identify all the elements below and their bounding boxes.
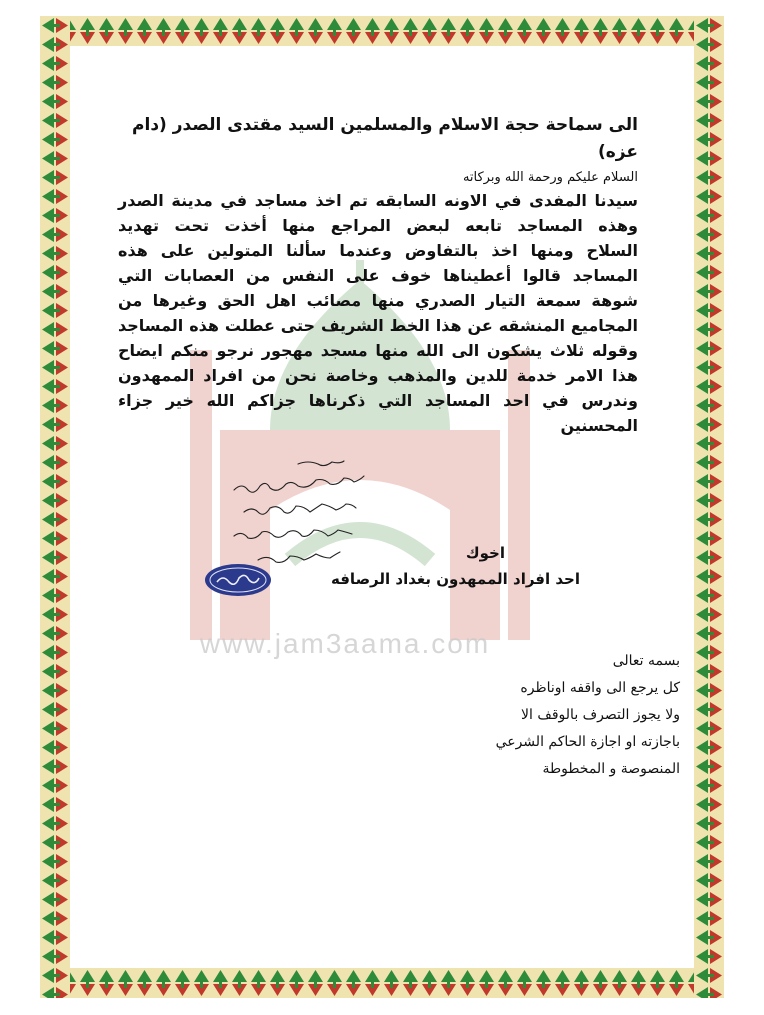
addressee-line-1: الى سماحة حجة الاسلام والمسلمين السيد مقتدى الصدر (دام [132,115,638,135]
body-line: المجاميع المنشقه عن هذا الخط الشريف حتى عطلت هذه المساجد [118,316,638,335]
handwritten-reply [228,456,388,568]
body-line: السلاح ومنها اخذ بالتفاوض وعندما سألنا المتولين على هذه [118,241,638,260]
body-line: سيدنا المفدى في الاونه السابقه تم اخذ مساجد في مدينة الصدر [118,191,638,210]
watermark-url: www.jam3aama.com [199,628,491,659]
body-line: وندرس في احد المساجد التي ذكرناها جزاكم الله خير جزاء [118,391,638,410]
transcription-line: بسمه تعالى [612,653,680,669]
transcription-block [380,648,680,783]
transcription-line: ولا يجوز التصرف بالوقف الا [521,707,680,723]
sender-line: احد افراد الممهدون بغداد الرصافه [331,570,580,588]
addressee-line-2: عزه) [598,142,638,162]
transcription-line: كل يرجع الى واقفه اوناظره [520,680,680,696]
seal-stamp [203,562,273,598]
transcription-line: باجازته او اجازة الحاكم الشرعي [495,734,680,750]
signoff: اخوك [465,544,505,562]
body-line: هذا الامر خدمة للدين والمذهب وخاصة نحن من افراد الممهدون [118,366,638,385]
greeting: السلام عليكم ورحمة الله وبركاته [462,170,638,185]
transcription-line: المنصوصة و المخطوطة [542,761,680,777]
body-line: المساجد قالوا أعطيناها خوف على النفس من العصابات التي [118,266,638,285]
body-line: المحسنين [560,416,638,435]
decorative-border-left [40,16,70,998]
decorative-border-bottom [40,968,724,998]
letter-text [118,112,638,438]
body-line: شوهة سمعة التيار الصدري منها مصائب اهل الحق وغيرها من [118,291,638,310]
decorative-border-top [40,16,724,46]
body-line: وهذه المساجد تابعه لبعض المراجع منها أخذت تحت تهديد [118,216,638,235]
decorative-border-right [694,16,724,998]
body-line: وقوله ثلاث يشكون الى الله منها مسجد مهجور نرجو منكم ايضاح [118,341,638,360]
